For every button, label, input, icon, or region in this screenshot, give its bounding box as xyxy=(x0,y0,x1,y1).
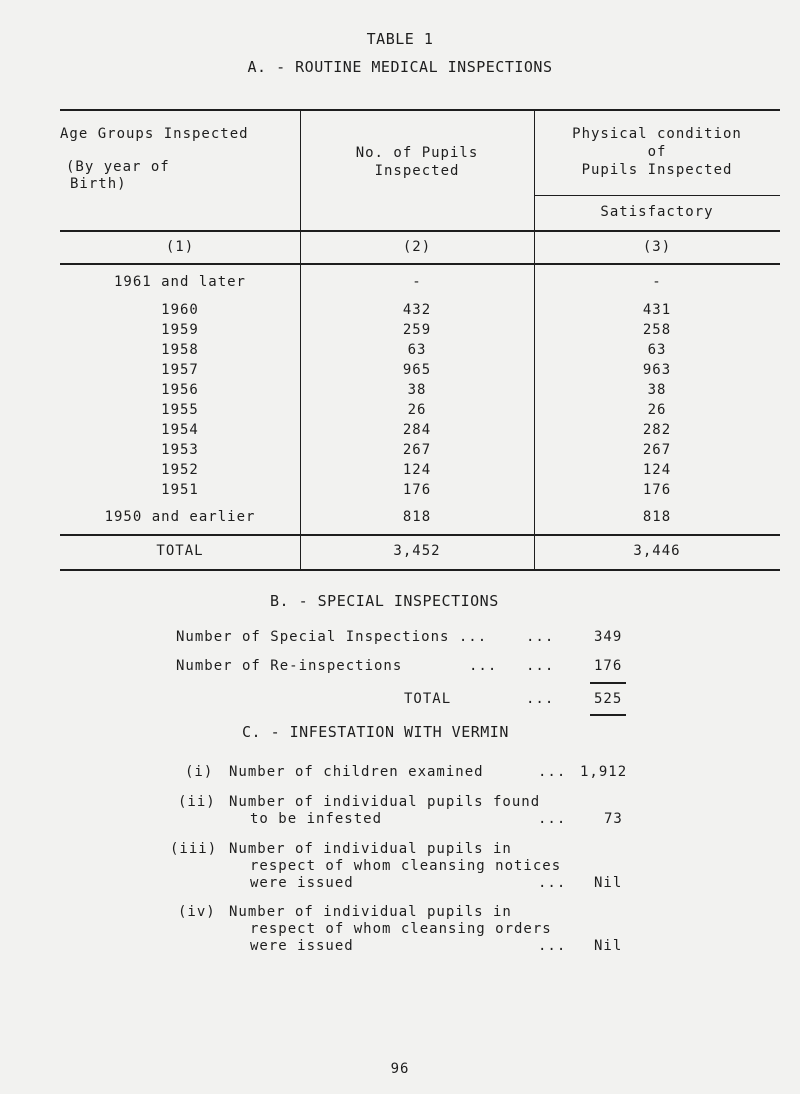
special-inspections-dots: ... xyxy=(526,629,555,645)
col-number-2: (2) xyxy=(402,239,432,255)
row-inspected: 284 xyxy=(402,422,432,438)
section-c-heading: C. - INFESTATION WITH VERMIN xyxy=(242,723,509,741)
header-of: of xyxy=(647,144,667,160)
page-number: 96 xyxy=(390,1061,410,1077)
row-inspected: 176 xyxy=(402,482,432,498)
total-row xyxy=(60,543,780,563)
row-year: 1960 xyxy=(161,302,199,318)
header-satisfactory: Satisfactory xyxy=(600,204,714,220)
col-number-3: (3) xyxy=(642,239,672,255)
item-value: Nil xyxy=(594,875,623,891)
row-year: 1951 xyxy=(161,482,199,498)
header-birth: Birth) xyxy=(70,176,127,192)
row-satisfactory: 258 xyxy=(642,322,672,338)
row-year: 1953 xyxy=(161,442,199,458)
header-no-pupils: No. of Pupils xyxy=(355,145,479,161)
table-row xyxy=(60,402,780,422)
row-inspected: 26 xyxy=(407,402,427,418)
row-year: 1950 and earlier xyxy=(104,509,256,525)
row-year: 1952 xyxy=(161,462,199,478)
special-inspections-value: 349 xyxy=(594,629,623,645)
row-satisfactory: 63 xyxy=(647,342,667,358)
item-line-1: Number of individual pupils found xyxy=(229,794,541,810)
row-inspected: 38 xyxy=(407,382,427,398)
row-year: 1957 xyxy=(161,362,199,378)
reinspections-label: Number of Re-inspections xyxy=(176,658,403,674)
item-number: (ii) xyxy=(178,794,216,810)
row-satisfactory: 124 xyxy=(642,462,672,478)
header-inspected: Inspected xyxy=(374,163,460,179)
reinspections-dots-2: ... xyxy=(526,658,555,674)
row-satisfactory: 38 xyxy=(647,382,667,398)
col-number-1: (1) xyxy=(165,239,195,255)
section-b-heading: B. - SPECIAL INSPECTIONS xyxy=(270,592,499,610)
item-line-3: were issued xyxy=(250,938,354,954)
header-rule xyxy=(60,230,780,232)
row-inspected: - xyxy=(412,274,422,290)
table-row xyxy=(60,382,780,402)
table-row xyxy=(60,462,780,482)
table-row xyxy=(60,302,780,322)
header-pupils-inspected: Pupils Inspected xyxy=(581,162,733,178)
item-value: 73 xyxy=(604,811,623,827)
item-line-3: were issued xyxy=(250,875,354,891)
sum-rule-bottom xyxy=(590,714,626,716)
item-dots: ... xyxy=(538,764,567,780)
table-row xyxy=(60,482,780,502)
row-year: 1959 xyxy=(161,322,199,338)
table-row xyxy=(60,362,780,382)
row-satisfactory: 818 xyxy=(642,509,672,525)
item-line-1: Number of individual pupils in xyxy=(229,841,512,857)
row-year: 1956 xyxy=(161,382,199,398)
item-line-2: to be infested xyxy=(250,811,383,827)
row-inspected: 259 xyxy=(402,322,432,338)
row-satisfactory: 26 xyxy=(647,402,667,418)
row-satisfactory: 282 xyxy=(642,422,672,438)
item-value: Nil xyxy=(594,938,623,954)
section-a-heading: A. - ROUTINE MEDICAL INSPECTIONS xyxy=(247,58,553,76)
body-bottom-rule xyxy=(60,534,780,536)
item-line-2: respect of whom cleansing orders xyxy=(250,921,552,937)
table-row xyxy=(60,509,780,529)
item-value: 1,912 xyxy=(580,764,628,780)
header-by-year: (By year of xyxy=(66,159,170,175)
sub-header-rule xyxy=(534,195,780,196)
item-line-2: respect of whom cleansing notices xyxy=(250,858,562,874)
item-number: (iv) xyxy=(178,904,216,920)
row-inspected: 965 xyxy=(402,362,432,378)
table-row xyxy=(60,442,780,462)
table-row xyxy=(60,422,780,442)
sum-rule-top xyxy=(590,682,626,684)
total-label: TOTAL xyxy=(156,543,204,559)
row-year: 1958 xyxy=(161,342,199,358)
special-inspections-label: Number of Special Inspections ... xyxy=(176,629,488,645)
header-age-groups: Age Groups Inspected xyxy=(60,126,249,142)
table-title: TABLE 1 xyxy=(366,30,434,48)
row-satisfactory: 176 xyxy=(642,482,672,498)
table-top-rule xyxy=(60,109,780,111)
row-satisfactory: 431 xyxy=(642,302,672,318)
table-row xyxy=(60,274,780,294)
total-inspected: 3,452 xyxy=(393,543,441,559)
table-bottom-rule xyxy=(60,569,780,571)
item-number: (i) xyxy=(185,764,214,780)
reinspections-dots-1: ... xyxy=(469,658,498,674)
item-number: (iii) xyxy=(170,841,218,857)
row-year: 1961 and later xyxy=(113,274,246,290)
row-inspected: 432 xyxy=(402,302,432,318)
row-inspected: 124 xyxy=(402,462,432,478)
row-inspected: 818 xyxy=(402,509,432,525)
special-total-value: 525 xyxy=(594,691,623,707)
special-total-dots: ... xyxy=(526,691,555,707)
row-satisfactory: 963 xyxy=(642,362,672,378)
reinspections-value: 176 xyxy=(594,658,623,674)
item-dots: ... xyxy=(538,811,567,827)
row-inspected: 267 xyxy=(402,442,432,458)
row-year: 1955 xyxy=(161,402,199,418)
row-inspected: 63 xyxy=(407,342,427,358)
item-line-1: Number of individual pupils in xyxy=(229,904,512,920)
header-physical-condition: Physical condition xyxy=(572,126,742,142)
table-row xyxy=(60,342,780,362)
total-satisfactory: 3,446 xyxy=(633,543,681,559)
item-dots: ... xyxy=(538,938,567,954)
numbers-rule xyxy=(60,263,780,265)
item-dots: ... xyxy=(538,875,567,891)
table-row xyxy=(60,322,780,342)
special-total-label: TOTAL xyxy=(404,691,452,707)
row-satisfactory: 267 xyxy=(642,442,672,458)
item-line-1: Number of children examined xyxy=(229,764,484,780)
row-year: 1954 xyxy=(161,422,199,438)
row-satisfactory: - xyxy=(652,274,662,290)
